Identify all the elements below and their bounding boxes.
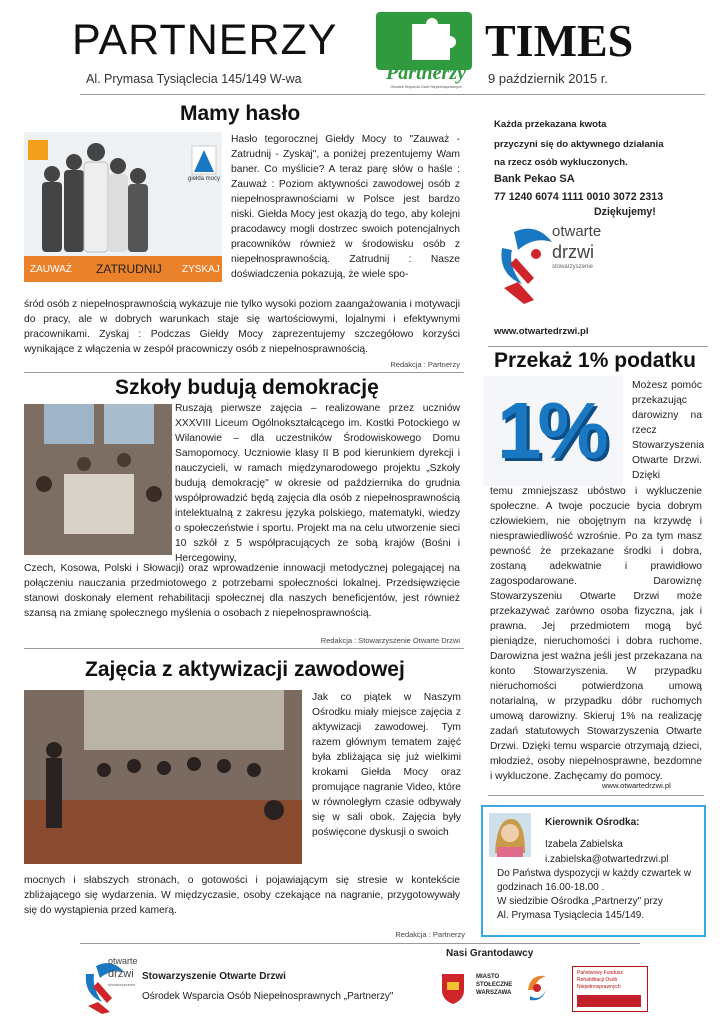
manager-heading: Kierownik Ośrodka: (545, 817, 640, 828)
person-avatar-icon (489, 813, 531, 857)
manager-line-3: W siedzibie Ośrodka „Partnerzy" przy (497, 896, 663, 907)
donation-logo-line-1: otwarte (552, 223, 602, 240)
people-group-icon (24, 132, 222, 282)
donation-account: 77 1240 6074 1111 0010 3072 2313 (494, 191, 664, 203)
one-percent-title: Przekaż 1% podatku (494, 349, 696, 372)
partnerzy-logo (362, 10, 486, 92)
article3-title: Zajęcia z aktywizacji zawodowej (85, 658, 405, 681)
one-percent-paragraph-2: temu zmniejszasz ubóstwo i wykluczenie społeczne. A twoje poczucie bycia dobrym człowiekiem, nie obojętnym na krzywdę i niesprawiedliwość wzrośnie. Po za tym masz pewność że przekazane środki i dobra, zostaną adekwatnie i prawidłowo zagospodarowane. Darowiznę Stowarzyszeniu Otwarte Drzwi może przekazywać zarówno osoba fizyczna, jak i prawna. Jej przedmiotem mogą być pieniądze, nieruchomości i dobra ruchome. Darowizna jest ważna jeśli jest przekazana na konto Stowarzyszenia. W przypadku nieruchomości potwierdzona umową notarialną, w przypadku dóbr ruchomych umową darowizny. Skieruj 1% na realizację zadań statutowych Stowarzyszenia Otwarte Drzwi. Dzięki temu wsparcie otrzymają dzieci, młodzież, osoby niepełnosprawne, bezdomne i wykluczone. Zachęcamy do pomocy. (490, 486, 702, 782)
otwarte-drzwi-logo-icon (496, 218, 558, 312)
article2-classroom-photo (24, 404, 172, 555)
manager-email[interactable]: i.zabielska@otwartedrzwi.pl (545, 854, 669, 865)
footer-logo-line-3: stowarzyszenie (108, 982, 136, 987)
one-percent-paragraph-1: Możesz pomóc przekazując darowizny na rzecz Stowarzyszenia Otwarte Drzwi. Dzięki (632, 380, 705, 481)
banner-badge: giełda mocy (188, 176, 221, 182)
one-percent-graphic (483, 376, 623, 486)
article2-credit: Redakcja : Stowarzyszenie Otwarte Drzwi (320, 636, 460, 645)
article2-title: Szkoły budują demokrację (115, 376, 379, 399)
manager-name: Izabela Zabielska (545, 839, 623, 850)
article2-paragraph-2: Czech, Kosowa, Polski i Słowacji) oraz wprowadzenie innowacji metodycznej polegającej na połączeniu nauczania przedmiotowego z potrzebami społeczności lokalnej. Przedsięwzięcie stanowi doskonały element rehabilitacji społecznej dla naszych beneficjentów, jest również szansą na zmianę społecznego myślenia o osobach z niepełnosprawnością. (24, 563, 460, 619)
article1-paragraph-1: Hasło tegorocznej Giełdy Mocy to "Zauważ - Zatrudnij - Zyskaj", a poniżej prezentujemy Wam baner. Co myślicie? A teraz parę słów o haśle : Zauważ : Poziom aktywności zawodowej osób z niepełnosprawnościami w Polsce jest bardzo niski. Giełda Mocy jest okazją do tego, aby kolejni pracodawcy mogli dostrzec swoich potencjalnych pracowników również w środowisku osób z niepełnosprawnością. Zatrudnij : Nasze doświadczenia pokazują, że wiele spo- (231, 134, 460, 280)
footer-org-logo (82, 952, 138, 1014)
manager-line-1: Do Państwa dyspozycji w każdy czwartek w (497, 868, 691, 879)
manager-line-2: godzinach 16.00-18.00 . (497, 882, 605, 893)
article3-workshop-photo (24, 690, 302, 864)
footer-logo-line-1: otwarte (108, 956, 138, 966)
donation-bank: Bank Pekao SA (494, 173, 575, 185)
article2-paragraph-1: Ruszają pierwsze zajęcia – realizowane przez uczniów XXXVIII Liceum Ogólnokształcącego im. Kostki Potockiego w Wilanowie – dla uczestników Środowiskowego Domu Samopomocy. Uczniowie klasy II B pod kierunkiem dyrekcji i nauczycieli, w ramach międzynarodowego projektu „Szkoły budują demokrację" w okresie od października do grudnia współprowadzić będą zajęcia dla osób z niepełnosprawnością intelektualną z zakresu języka polskiego, matematyki, wiedzy o społeczeństwie i sportu. Projekt ma na celu utworzenie sieci 10 szkół z 5 współpracujących ze sobą krajów (Bośni i Hercegowiny, (175, 403, 460, 564)
logo-subtext: Ośrodek Wsparcia Osób Niepełnosprawnych (390, 85, 462, 89)
warsaw-logo (440, 972, 520, 1008)
article3-paragraph-2: mocnych i słabszych stronach, o gotowości i pojawiającym się stresie w kontekście zbliżającego się wydarzenia. W międzyczasie, osoby czekające na nagranie, przygotowywały się do wystąpienia przed kamerą. (24, 875, 460, 916)
donation-line-3: na rzecz osób wykluczonych. (494, 157, 628, 168)
pfron-logo (572, 966, 648, 1012)
one-percent-url[interactable]: www.otwartedrzwi.pl (602, 781, 671, 790)
warsaw-line-2: STOŁECZNE (476, 982, 513, 988)
donation-thanks: Dziękujemy! (594, 206, 656, 218)
article1-paragraph-2: śród osób z niepełnosprawnością wykazuje nie tylko wysoki poziom zaangażowania i motywacji do pracy, ale w dobrych warunkach staje się wartościowymi, lojalnymi i efektywnymi pracownikami. Zyskaj : Podczas Giełdy Mocy zaprezentujemy szczegółowo korzyści wynikające z włączenia w zespół pracowniczy osób z niepełnosprawnością. (24, 299, 460, 355)
footer-divider (80, 943, 640, 944)
article1-divider (24, 372, 464, 373)
classroom-icon (24, 404, 172, 555)
manager-box (481, 805, 706, 937)
article2-divider (24, 648, 464, 649)
warsaw-line-3: WARSZAWA (476, 990, 512, 996)
article1-credit: Redakcja : Partnerzy (390, 360, 460, 369)
masthead-date: 9 październik 2015 r. (488, 71, 608, 86)
pfron-line-2: Rehabilitacji Osób (577, 977, 618, 983)
warsaw-crest-icon (440, 972, 466, 1004)
one-percent-graphic-text: 1% (497, 386, 605, 475)
footer-grantors: Nasi Grantodawcy (446, 948, 534, 959)
masthead-title-left: PARTNERZY (72, 16, 338, 64)
pfron-bar (577, 995, 641, 1007)
pfron-line-1: Państwowy Fundusz (577, 970, 623, 976)
logo-text: Partnerzy (386, 62, 466, 84)
masthead-divider (80, 94, 705, 95)
donation-line-1: Każda przekazana kwota (494, 119, 607, 130)
banner-zatrudnij: ZATRUDNIJ (96, 262, 162, 276)
article3-credit: Redakcja : Partnerzy (395, 930, 465, 939)
footer-logo-line-2: drzwi (108, 968, 134, 980)
banner-zyskaj: ZYSKAJ (182, 264, 220, 275)
donation-logo-line-2: drzwi (552, 242, 595, 262)
footer-center-name: Ośrodek Wsparcia Osób Niepełnosprawnych „Partnerzy" (142, 991, 394, 1002)
workshop-room-icon (24, 690, 302, 864)
footer-org-name: Stowarzyszenie Otwarte Drzwi (142, 971, 286, 982)
warsaw-line-1: MIASTO (476, 974, 500, 980)
donation-url[interactable]: www.otwartedrzwi.pl (494, 326, 589, 337)
donation-line-2: przyczyni się do aktywnego działania (494, 139, 664, 150)
donation-logo-line-3: stowarzyszenie (552, 264, 594, 270)
donation-box (488, 100, 708, 347)
banner-zauwaz: ZAUWAŻ (30, 264, 72, 275)
article1-banner-photo (24, 132, 222, 282)
manager-avatar (489, 813, 531, 857)
one-percent-divider (488, 795, 704, 796)
grantor-emblem-icon (524, 970, 550, 1006)
masthead-address: Al. Prymasa Tysiąclecia 145/149 W-wa (86, 72, 302, 86)
masthead-title-right: TIMES (485, 15, 634, 66)
pfron-line-3: Niepełnosprawnych (577, 984, 621, 990)
article3-paragraph-1: Jak co piątek w Naszym Ośrodku miały miejsce zajęcia z aktywizacji zawodowej. Tym razem głównym tematem zajęć była zbliżająca się już wielkimi krokami Giełda Mocy oraz promujące nagranie Video, które w równoległym czasie odbywały się w sali obok. Zajęcia były poświęcone dyskusji o swoich (312, 692, 461, 838)
article1-title: Mamy hasło (180, 102, 301, 125)
manager-line-4: Al. Prymasa Tysiąclecia 145/149. (497, 910, 645, 921)
